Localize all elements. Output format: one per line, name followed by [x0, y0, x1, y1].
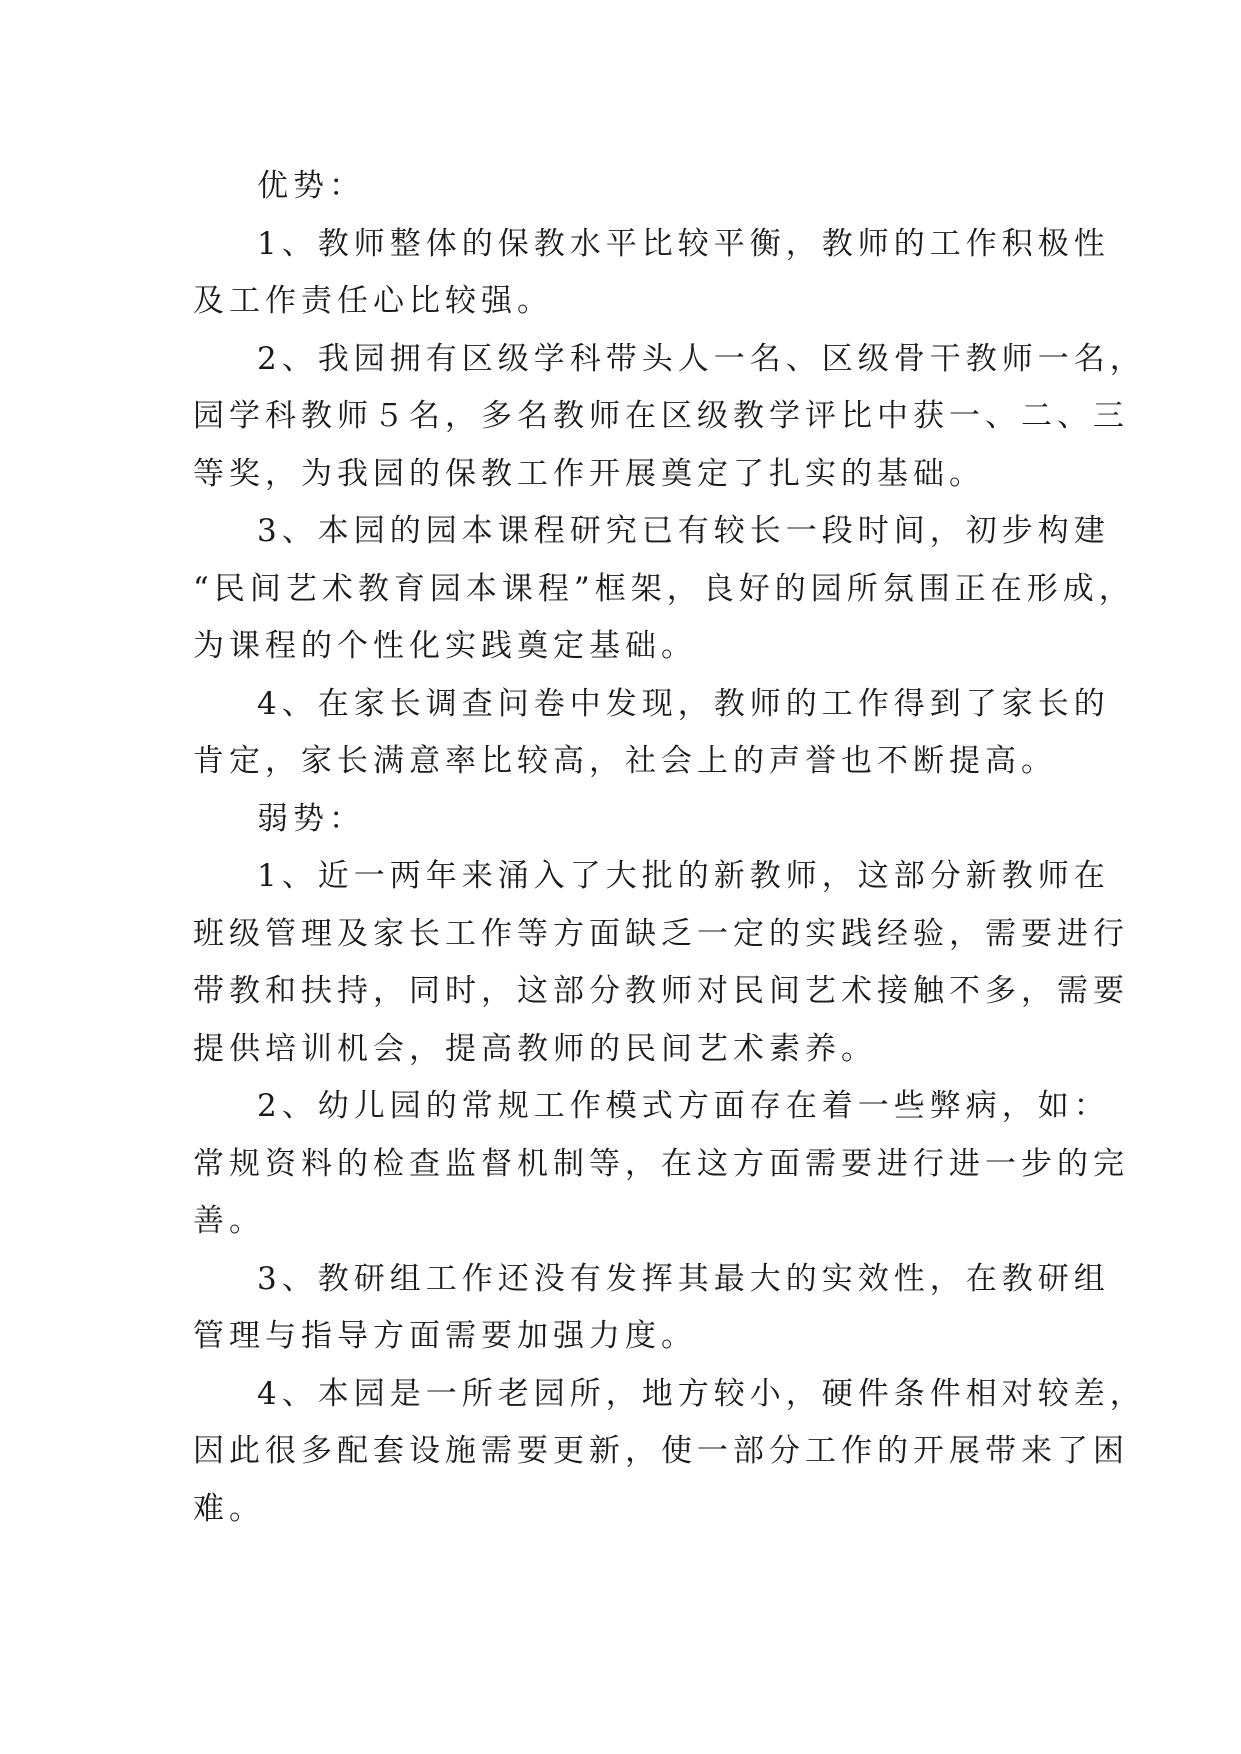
list-item: [193, 218, 1110, 333]
list-item: [193, 1080, 1129, 1253]
section-heading: 优势：: [257, 168, 365, 204]
paragraph-line: 因此很多配套设施需要更新，使一部分工作的开展带来了困: [193, 1433, 1129, 1469]
paragraph-line: 3、教研组工作还没有发挥其最大的实效性，在教研组: [257, 1260, 1110, 1297]
section-strengths: [193, 160, 1146, 793]
paragraph-line: 提供培训机会，提高教师的民间艺术素养。: [193, 1030, 877, 1067]
section-heading: 弱势：: [257, 800, 365, 837]
paragraph-line: 肯定，家长满意率比较高，社会上的声誉也不断提高。: [193, 743, 1057, 779]
list-item: [193, 678, 1110, 793]
paragraph-line: 难。: [193, 1490, 265, 1527]
paragraph-line: 4、在家长调查问卷中发现，教师的工作得到了家长的: [257, 685, 1110, 722]
paragraph-line: 2、幼儿园的常规工作模式方面存在着一些弊病，如：: [257, 1088, 1110, 1124]
paragraph-line: 1、教师整体的保教水平比较平衡，教师的工作积极性: [257, 225, 1110, 262]
paragraph-line: 1、近一两年来涌入了大批的新教师，这部分新教师在: [257, 858, 1110, 894]
paragraph-line: 为课程的个性化实践奠定基础。: [193, 628, 697, 664]
paragraph-line: “民间艺术教育园本课程”框架，良好的园所氛围正在形成，: [193, 570, 1135, 607]
list-item: [193, 505, 1135, 678]
paragraph-line: 管理与指导方面需要加强力度。: [193, 1318, 697, 1354]
paragraph-line: 常规资料的检查监督机制等，在这方面需要进行进一步的完: [193, 1145, 1129, 1182]
paragraph-line: 3、本园的园本课程研究已有较长一段时间，初步构建: [257, 513, 1110, 549]
list-item: [193, 1253, 1110, 1368]
section-weaknesses: [193, 793, 1146, 1541]
document-body: [193, 160, 1146, 1540]
list-item: [193, 850, 1129, 1080]
paragraph-line: 带教和扶持，同时，这部分教师对民间艺术接触不多，需要: [193, 973, 1129, 1009]
paragraph-line: 等奖，为我园的保教工作开展奠定了扎实的基础。: [193, 455, 985, 492]
list-item: [193, 1368, 1146, 1541]
paragraph-line: 4、本园是一所老园所，地方较小，硬件条件相对较差，: [257, 1375, 1146, 1412]
list-item: [193, 333, 1146, 506]
paragraph-line: 园学科教师５名，多名教师在区级教学评比中获一、二、三: [193, 398, 1129, 434]
paragraph-line: 及工作责任心比较强。: [193, 283, 553, 319]
paragraph-line: 2、我园拥有区级学科带头人一名、区级骨干教师一名，: [257, 340, 1146, 377]
paragraph-line: 班级管理及家长工作等方面缺乏一定的实践经验，需要进行: [193, 915, 1129, 952]
paragraph-line: 善。: [193, 1203, 265, 1239]
